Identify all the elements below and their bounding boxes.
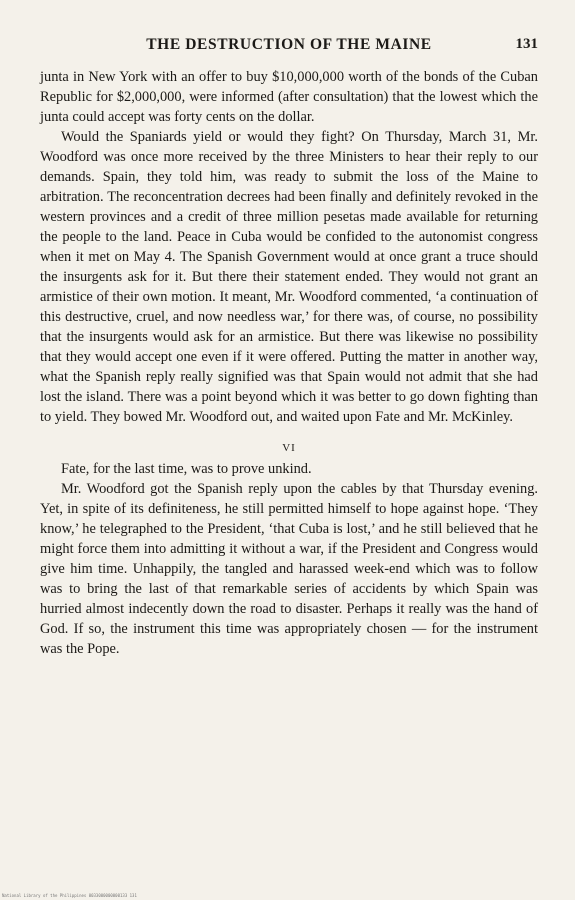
- paragraph: Fate, for the last time, was to prove unkind.: [61, 461, 312, 477]
- page-number: 131: [515, 36, 538, 52]
- section-number: VI: [282, 442, 296, 454]
- scan-footer-note: National Library of the Philippines 0033000000000133 131: [2, 893, 137, 898]
- body-text: [40, 67, 538, 659]
- paragraph: Mr. Woodford got the Spanish reply upon the cables by that Thursday evening. Yet, in spite of its definiteness, he still permitted himself to hope against hope. ‘They know,’ he telegraphed to the President, ‘that Cuba is lost,’ and he still believed that he might force them into admitting it without a war, if the President and Congress would give him time. Unhappily, the tangled and harassed week-end which was to follow was to bring the last of that remarkable series of accidents by which Spain was hurried almost indecently down the road to disaster. Perhaps it really was the hand of God. If so, the instrument this time was appropriately chosen — for the instrument was the Pope.: [40, 481, 538, 657]
- paragraph: Would the Spaniards yield or would they fight? On Thursday, March 31, Mr. Woodford was once more received by the three Ministers to hear their reply to our demands. Spain, they told him, was ready to submit the loss of the Maine to arbitration. The reconcentration decrees had been finally and definitely revoked in the western provinces and a credit of three million pesetas made available for returning the people to the land. Peace in Cuba would be confided to the autonomist congress when it met on May 4. The Spanish Government would at once grant a truce should the insurgents ask for it. But there their statement ended. They would not grant an armistice of their own motion. It meant, Mr. Woodford commented, ‘a continuation of this destructive, cruel, and now needless war,’ for there was, of course, no possibility that the insurgents would ask for an armistice. But there was likewise no possibility that they would accept one even if it were offered. Putting the matter in another way, what the Spanish reply really signified was that Spain would not admit that she had lost the island. There was a point beyond which it was better to go down fighting than to yield. They bowed Mr. Woodford out, and waited upon Fate and Mr. McKinley.: [40, 129, 538, 425]
- page-header: [40, 36, 538, 56]
- running-title: THE DESTRUCTION OF THE MAINE: [146, 36, 432, 53]
- paragraph-continuation: junta in New York with an offer to buy $10,000,000 worth of the bonds of the Cuban Republic for $2,000,000, were informed (after consultation) that the lowest which the junta could accept was forty cents on the dollar.: [40, 69, 538, 125]
